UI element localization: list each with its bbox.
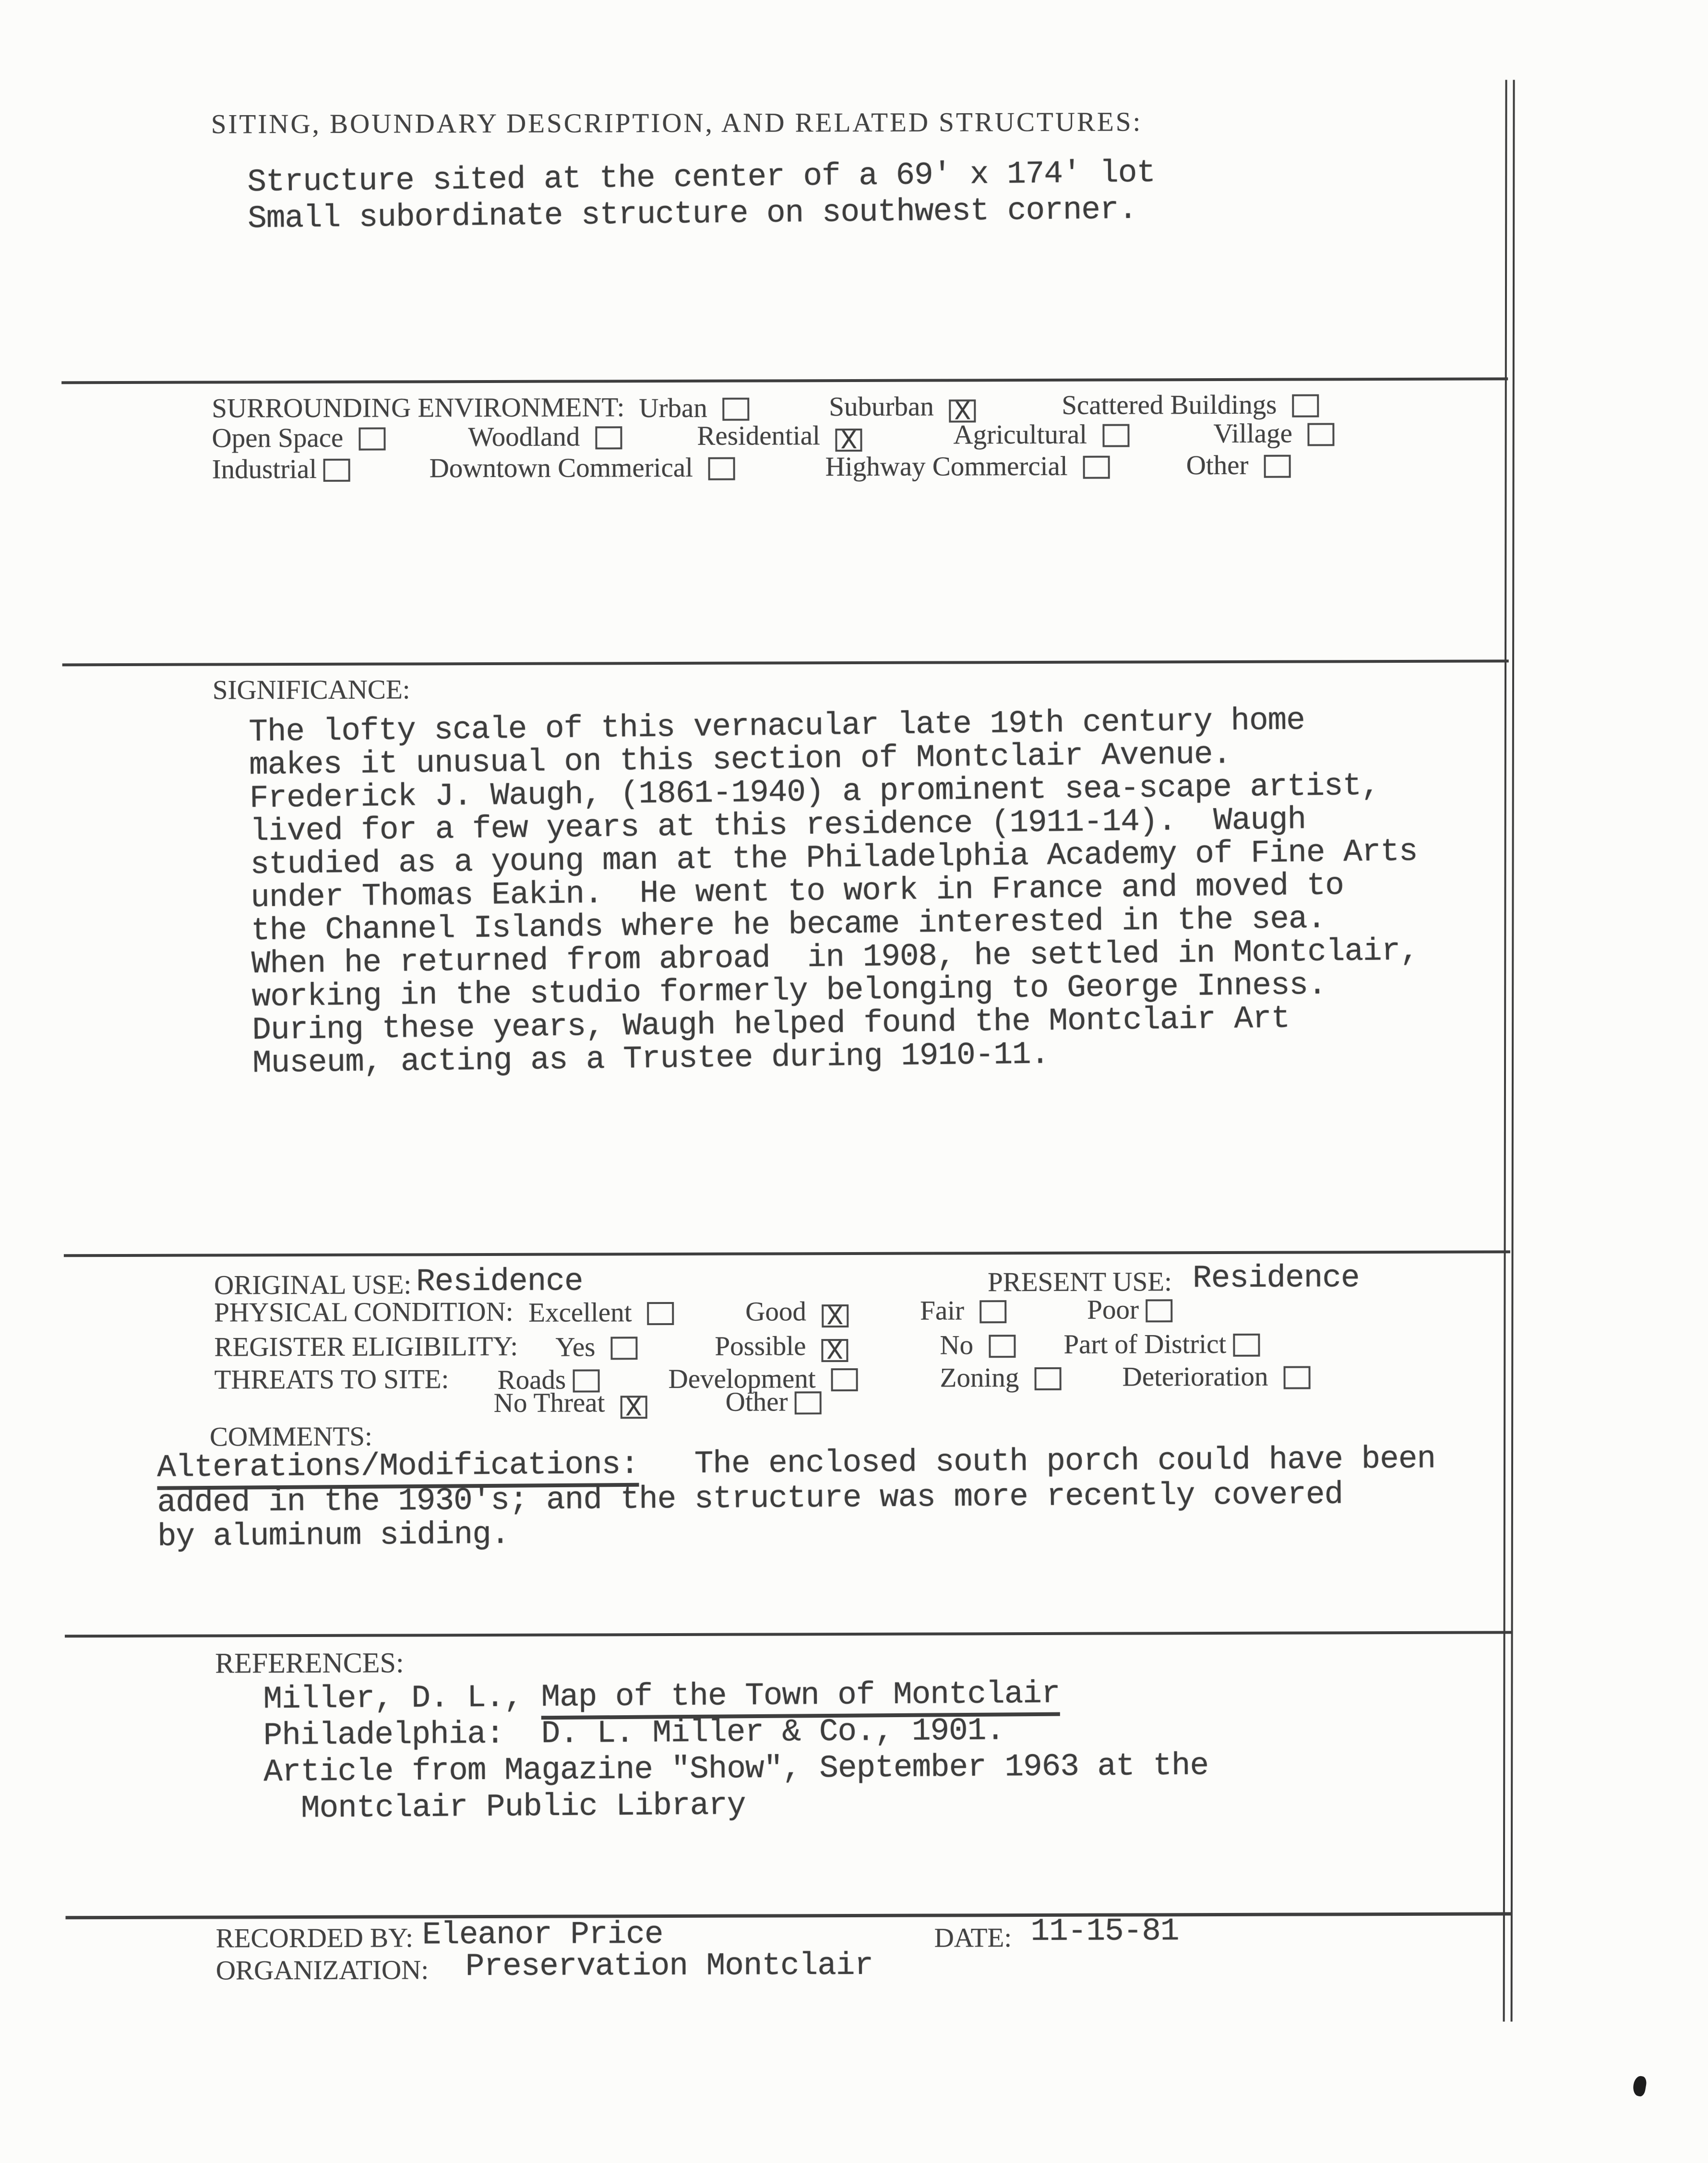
threat-option-zoning-label: Zoning (940, 1362, 1019, 1393)
references-line1 (263, 1677, 1060, 1717)
section-divider-3 (64, 1250, 1510, 1257)
present-use-value: Residence (1192, 1260, 1360, 1297)
env-option-urban-checkbox[interactable] (723, 398, 750, 421)
env-option-village-label: Village (1213, 418, 1292, 449)
present-use-label: PRESENT USE: (988, 1267, 1172, 1298)
env-option-other-checkbox[interactable] (1264, 455, 1290, 478)
section-divider-4 (65, 1631, 1511, 1637)
siting-text: Structure sited at the center of a 69' x 174' lot Small subordinate structure on southwest corner. (247, 155, 1156, 237)
env-option-agricultural (953, 418, 1129, 450)
threat-option-other-label: Other (725, 1386, 788, 1417)
condition-option-excellent (528, 1297, 674, 1328)
eligibility-option-part-of-district (1063, 1328, 1260, 1360)
env-option-residential-checkbox[interactable]: X (836, 429, 862, 452)
eligibility-option-yes-label: Yes (555, 1332, 596, 1362)
eligibility-option-no-checkbox[interactable] (989, 1335, 1015, 1358)
env-option-open-space (212, 422, 385, 454)
threat-option-zoning (940, 1362, 1062, 1394)
organization-value: Preservation Montclair (465, 1947, 873, 1985)
eligibility-option-no-label: No (940, 1330, 974, 1361)
env-option-village (1213, 418, 1335, 449)
env-option-village-checkbox[interactable] (1308, 423, 1335, 446)
section-divider-2 (62, 659, 1509, 666)
condition-option-good (745, 1296, 848, 1333)
threat-option-deterioration (1123, 1361, 1311, 1393)
env-option-highway-commercial-label: Highway Commercial (825, 451, 1068, 482)
comments-underlined-lead: Alterations/Modifications: (157, 1446, 639, 1490)
organization-label: ORGANIZATION: (215, 1955, 429, 1986)
section-divider-5 (66, 1912, 1512, 1919)
env-option-residential (697, 420, 862, 457)
env-option-downtown-commercial-checkbox[interactable] (708, 457, 735, 480)
significance-section-label: SIGNIFICANCE: (212, 674, 410, 705)
section-divider-1 (61, 377, 1508, 384)
env-option-highway-commercial-checkbox[interactable] (1083, 456, 1110, 479)
env-option-suburban-checkbox[interactable]: X (949, 399, 976, 422)
threat-option-other-checkbox[interactable] (794, 1391, 821, 1414)
threat-option-no-threat-label: No Threat (493, 1387, 605, 1418)
condition-option-poor-label: Poor (1087, 1294, 1139, 1325)
env-option-open-space-label: Open Space (212, 422, 344, 454)
references-section-label: REFERENCES: (215, 1647, 404, 1679)
eligibility-option-yes (555, 1331, 637, 1362)
references-line1-prefix: Miller, D. L., (263, 1679, 541, 1718)
condition-option-fair-checkbox[interactable] (979, 1300, 1006, 1323)
condition-option-fair-label: Fair (920, 1295, 965, 1326)
threat-option-deterioration-label: Deterioration (1122, 1361, 1268, 1392)
env-option-open-space-checkbox[interactable] (358, 428, 385, 451)
recorded-by-label: RECORDED BY: (215, 1923, 413, 1954)
env-option-woodland (468, 421, 622, 453)
date-label: DATE: (934, 1923, 1012, 1953)
recorded-by-value: Eleanor Price (422, 1916, 663, 1953)
env-option-woodland-checkbox[interactable] (595, 426, 622, 449)
comments-text: added in the 1930's; and the structure was more recently covered by aluminum siding. (157, 1476, 1343, 1555)
threats-to-site-label: THREATS TO SITE: (214, 1364, 449, 1395)
original-use-value: Residence (416, 1263, 583, 1300)
register-eligibility-label: REGISTER ELIGIBILITY: (214, 1331, 518, 1362)
ink-mark (1632, 2075, 1648, 2097)
condition-option-good-checkbox[interactable]: X (822, 1304, 848, 1327)
env-option-other (1186, 450, 1291, 481)
env-option-urban (639, 393, 750, 424)
env-option-highway-commercial (825, 451, 1110, 483)
env-option-industrial-checkbox[interactable] (323, 459, 350, 482)
env-option-industrial-label: Industrial (212, 454, 317, 485)
env-option-suburban-label: Suburban (829, 391, 934, 422)
env-option-downtown-commercial-label: Downtown Commerical (429, 452, 693, 484)
env-option-scattered-buildings-checkbox[interactable] (1292, 394, 1319, 417)
threat-option-development-checkbox[interactable] (831, 1368, 858, 1391)
env-option-downtown-commercial (430, 452, 735, 484)
original-use-label: ORIGINAL USE: (214, 1269, 412, 1301)
comments-line1-rest: The enclosed south porch could have been (638, 1441, 1436, 1482)
date-value: 11-15-81 (1030, 1913, 1179, 1950)
eligibility-option-no (940, 1329, 1015, 1361)
eligibility-option-possible-label: Possible (715, 1331, 806, 1362)
eligibility-option-yes-checkbox[interactable] (610, 1337, 637, 1360)
env-option-scattered-buildings-label: Scattered Buildings (1062, 389, 1277, 420)
condition-option-good-label: Good (745, 1296, 807, 1327)
threat-option-no-threat (493, 1387, 647, 1424)
condition-option-poor (1087, 1294, 1172, 1325)
eligibility-option-part-of-district-checkbox[interactable] (1233, 1334, 1260, 1357)
comments-section-label: COMMENTS: (209, 1421, 372, 1452)
eligibility-option-part-of-district-label: Part of District (1063, 1328, 1227, 1360)
references-underlined-title: Map of the Town of Montclair (541, 1676, 1060, 1720)
env-option-other-label: Other (1186, 450, 1249, 481)
condition-option-excellent-checkbox[interactable] (647, 1302, 674, 1325)
right-margin-rule (1503, 80, 1515, 2021)
threat-option-deterioration-checkbox[interactable] (1283, 1366, 1310, 1389)
env-option-suburban (829, 391, 976, 428)
env-option-residential-label: Residential (697, 420, 821, 451)
threat-option-roads-label: Roads (497, 1364, 566, 1395)
physical-condition-label: PHYSICAL CONDITION: (214, 1296, 514, 1328)
siting-section-label: SITING, BOUNDARY DESCRIPTION, AND RELATED STRUCTURES: (211, 107, 1143, 140)
threat-option-development-label: Development (668, 1363, 816, 1395)
threat-option-no-threat-checkbox[interactable]: X (620, 1396, 647, 1419)
env-option-agricultural-checkbox[interactable] (1102, 424, 1129, 447)
eligibility-option-possible (715, 1330, 848, 1367)
env-option-agricultural-label: Agricultural (953, 419, 1087, 450)
env-option-urban-label: Urban (639, 393, 707, 424)
references-text: Philadelphia: D. L. Miller & Co., 1901. Article from Magazine "Show", September 1963 at the Montclair Public Library (263, 1712, 1209, 1827)
env-option-woodland-label: Woodland (468, 421, 580, 453)
condition-option-excellent-label: Excellent (528, 1297, 632, 1328)
significance-text: The lofty scale of this vernacular late 19th century home makes it unusual on this section of Montclair Avenue. Frederick J. Waugh, (1861-1940) a prominent sea-scape artist, lived for a few years at this residence (1911-14). Waugh studied as a young man at the Philadelphia Academy of Fine Arts under Thomas Eakin. He went to work in France and moved to the Channel Islands where he became interested in the sea. When he returned from abroad in 1908, he settled in Montclair, working in the studio formerly belonging to George Inness. During these years, Waugh helped found the Montclair Art Museum, acting as a Trustee during 1910-11. (248, 702, 1419, 1082)
environment-section-label: SURROUNDING ENVIRONMENT: (212, 392, 625, 424)
condition-option-fair (920, 1295, 1006, 1326)
env-option-scattered-buildings (1062, 389, 1319, 420)
condition-option-poor-checkbox[interactable] (1146, 1299, 1172, 1322)
eligibility-option-possible-checkbox[interactable]: X (821, 1339, 848, 1362)
threat-option-other (726, 1386, 822, 1418)
env-option-industrial (212, 454, 351, 485)
threat-option-zoning-checkbox[interactable] (1034, 1367, 1061, 1390)
